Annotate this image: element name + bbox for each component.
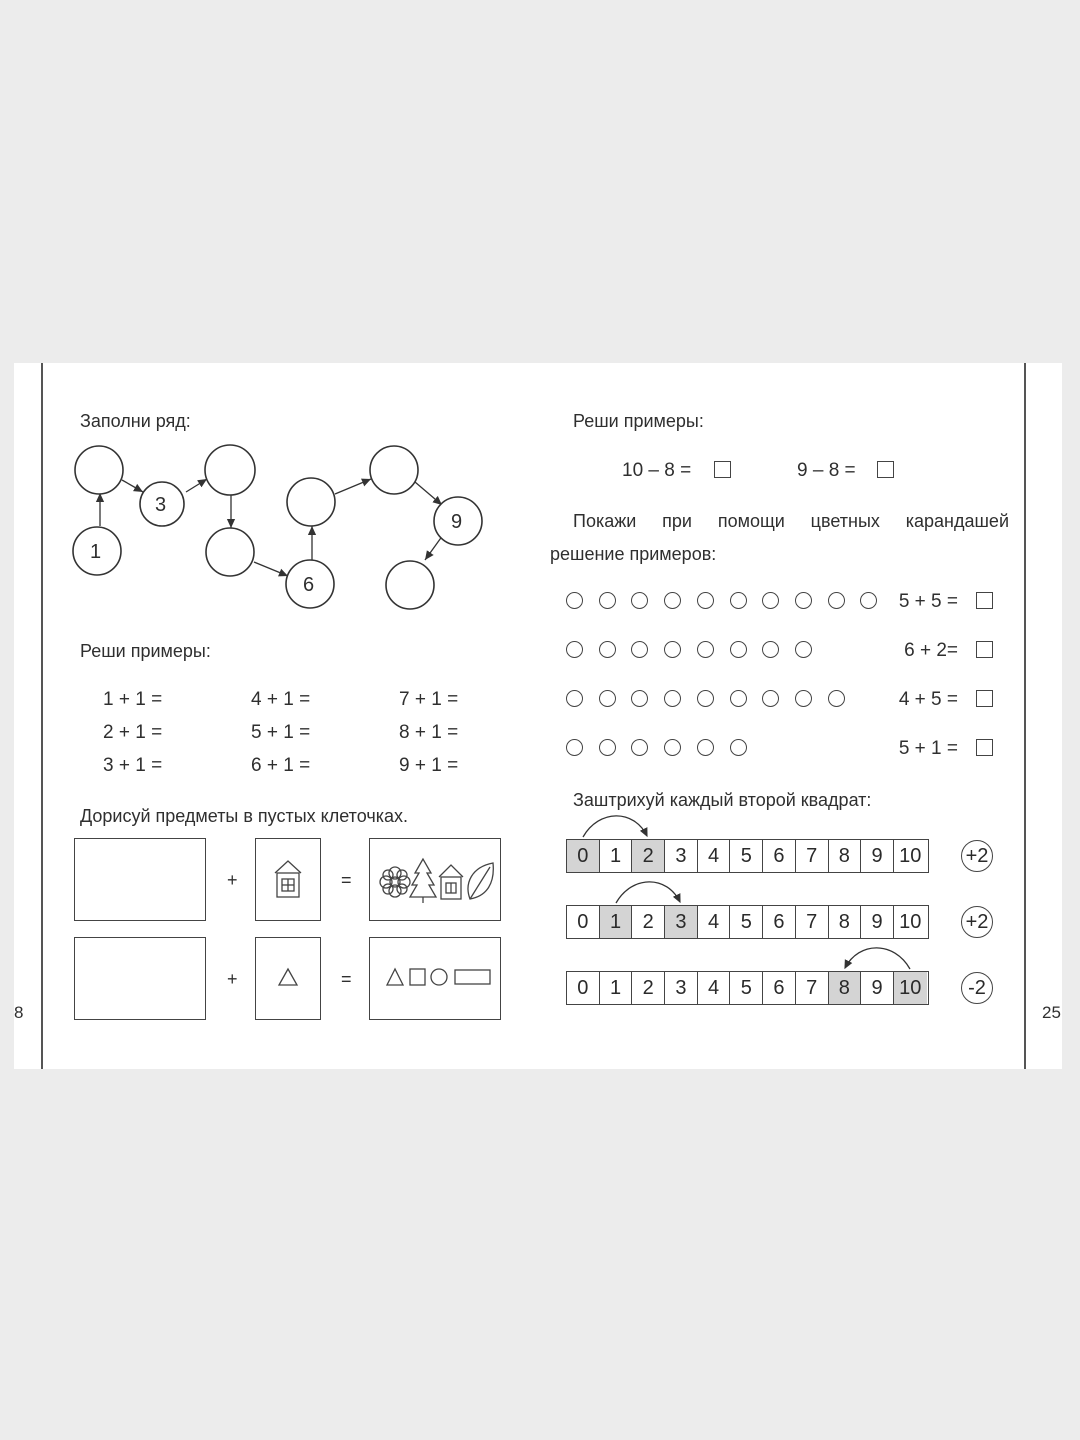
task-title-solve: Реши примеры: [80, 641, 211, 661]
strip-cell[interactable]: 3 [665, 972, 698, 1004]
strip-cell[interactable]: 0 [567, 972, 600, 1004]
left-page-number: 8 [14, 1003, 24, 1022]
strip-cell[interactable]: 8 [829, 906, 862, 938]
strip-cell[interactable]: 9 [861, 972, 894, 1004]
chain-number: 3 [155, 494, 167, 516]
example: 3 + 1 = [103, 755, 163, 776]
chain-number: 9 [451, 511, 463, 533]
strip-cell[interactable]: 4 [698, 840, 731, 872]
strip-cell[interactable]: 0 [567, 906, 600, 938]
strip-cell[interactable]: 6 [763, 972, 796, 1004]
strip-cell[interactable]: 3 [665, 906, 698, 938]
task-title-draw: Дорисуй предметы в пустых клеточках. [80, 806, 408, 826]
jump-arrow [616, 882, 680, 903]
strip-cell[interactable]: 1 [600, 972, 633, 1004]
step-badge: -2 [961, 972, 993, 1004]
example: 10 – 8 = [622, 460, 692, 481]
example: 7 + 1 = [399, 689, 459, 710]
coloring-expr: 4 + 5 = [898, 689, 958, 710]
example: 6 + 1 = [251, 755, 311, 776]
example: 2 + 1 = [103, 722, 163, 743]
strip-cell[interactable]: 10 [894, 972, 927, 1004]
example: 9 – 8 = [797, 460, 856, 481]
strip-cell[interactable]: 5 [730, 840, 763, 872]
example: 1 + 1 = [103, 689, 163, 710]
strip-cell[interactable]: 2 [632, 906, 665, 938]
strip-cell[interactable]: 10 [899, 910, 922, 933]
strip-cell[interactable]: 6 [763, 906, 796, 938]
strip-cell[interactable]: 5 [730, 906, 763, 938]
coloring-expr: 6 + 2= [904, 640, 958, 661]
strip-cell[interactable]: 4 [698, 906, 731, 938]
strip-cell[interactable]: 4 [698, 972, 731, 1004]
equals-sign: = [341, 870, 352, 890]
coloring-expr: 5 + 1 = [898, 738, 958, 759]
strip-cell[interactable]: 5 [730, 972, 763, 1004]
strip-cell[interactable]: 9 [861, 840, 894, 872]
right-page-number: 25 [1042, 1003, 1061, 1022]
jump-arrow [583, 816, 647, 837]
example: 5 + 1 = [251, 722, 311, 743]
task-title-solve-right: Реши примеры: [573, 411, 704, 431]
strip-arcs [14, 363, 1062, 1069]
plus-sign: + [227, 870, 238, 890]
task-title-show: Покажи при помощи цветных карандашей [573, 511, 1009, 531]
strip-cell[interactable]: 1 [600, 840, 633, 872]
task-title-fill-row: Заполни ряд: [80, 411, 191, 431]
chain-number: 6 [303, 574, 315, 596]
task-title-shade: Заштрихуй каждый второй квадрат: [573, 790, 872, 810]
example: 8 + 1 = [399, 722, 459, 743]
step-badge: +2 [961, 840, 993, 872]
example: 9 + 1 = [399, 755, 459, 776]
strip-cell[interactable]: 1 [600, 906, 633, 938]
step-badge: +2 [961, 906, 993, 938]
strip-cell[interactable]: 8 [829, 972, 862, 1004]
strip-cell[interactable]: 7 [796, 972, 829, 1004]
coloring-expr: 5 + 5 = [898, 591, 958, 612]
strip-cell[interactable]: 10 [899, 844, 922, 867]
strip-cell[interactable]: 6 [763, 840, 796, 872]
strip-cell[interactable]: 3 [665, 840, 698, 872]
strip-cell[interactable]: 7 [796, 906, 829, 938]
workbook-spread [14, 363, 1062, 1069]
example: 4 + 1 = [251, 689, 311, 710]
chain-number: 1 [90, 541, 102, 563]
jump-arrow [845, 948, 910, 969]
task-title-show-cont: решение примеров: [550, 544, 717, 564]
strip-cell[interactable]: 7 [796, 840, 829, 872]
strip-cell[interactable]: 2 [632, 840, 665, 872]
equals-sign: = [341, 969, 352, 989]
strip-cell[interactable]: 9 [861, 906, 894, 938]
plus-sign: + [227, 969, 238, 989]
strip-cell[interactable]: 8 [829, 840, 862, 872]
strip-cell[interactable]: 0 [567, 840, 600, 872]
strip-cell[interactable]: 2 [632, 972, 665, 1004]
